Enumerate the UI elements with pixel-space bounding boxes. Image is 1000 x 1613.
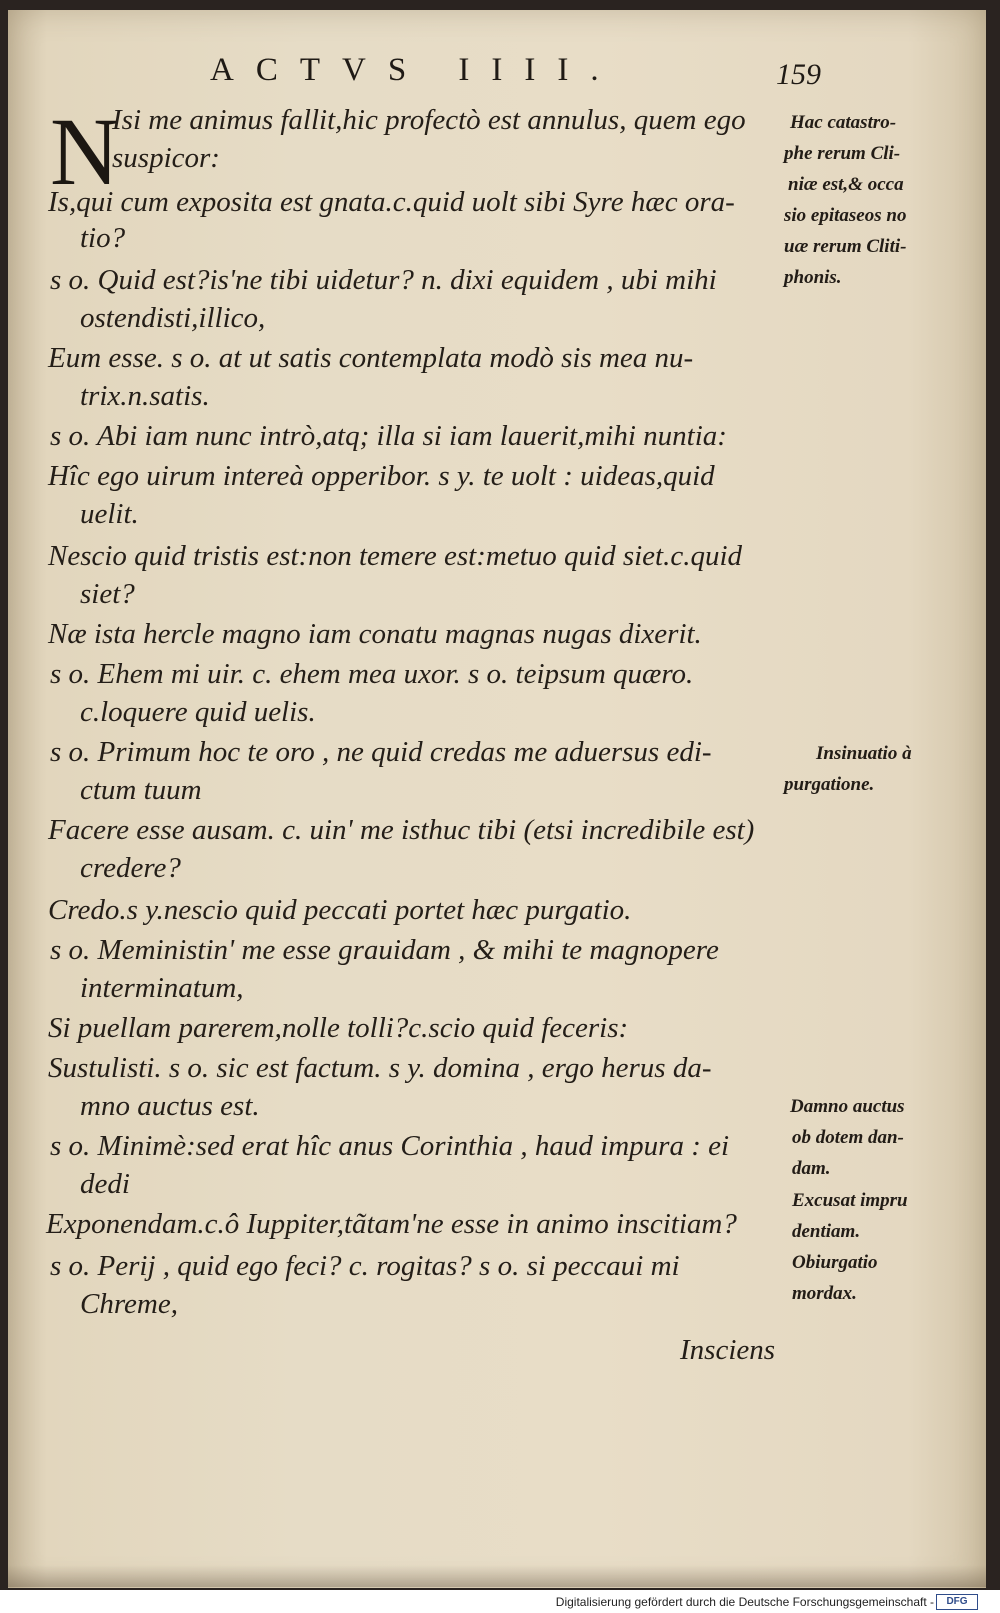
margin-note: ob dotem dan- bbox=[792, 1127, 904, 1148]
text-line: Næ ista hercle magno iam conatu magnas nugas dixerit. bbox=[48, 618, 702, 650]
margin-note: Insinuatio à bbox=[816, 743, 912, 764]
text-line: ostendisti,illico, bbox=[80, 302, 266, 334]
text-line: Sustulisti. s o. sic est factum. s y. domina , ergo herus da- bbox=[48, 1052, 712, 1084]
margin-note: dentiam. bbox=[792, 1221, 861, 1242]
text-line: Chreme, bbox=[80, 1288, 178, 1320]
margin-note: mordax. bbox=[792, 1283, 857, 1304]
margin-note: Damno auctus bbox=[790, 1096, 905, 1117]
funding-credit: Digitalisierung gefördert durch die Deutsche Forschungsgemeinschaft - bbox=[555, 1595, 934, 1609]
text-line: Exponendam.c.ô Iuppiter,tãtam'ne esse in animo inscitiam? bbox=[46, 1208, 737, 1240]
footer-bar bbox=[0, 1590, 1000, 1613]
text-line: s o. Primum hoc te oro , ne quid credas me aduersus edi- bbox=[50, 736, 712, 768]
text-line: ctum tuum bbox=[80, 774, 202, 806]
text-line: Hîc ego uirum intereà opperibor. s y. te uolt : uideas,quid bbox=[48, 460, 715, 492]
text-line: s o. Quid est?is'ne tibi uidetur? n. dixi equidem , ubi mihi bbox=[50, 264, 717, 296]
text-line: Isi me animus fallit,hic profectò est annulus, quem ego bbox=[112, 104, 746, 136]
text-line: Is,qui cum exposita est gnata.c.quid uolt sibi Syre hæc ora- bbox=[48, 186, 735, 218]
text-line: Facere esse ausam. c. uin' me isthuc tibi (etsi incredibile est) bbox=[48, 814, 755, 846]
page-number: 159 bbox=[776, 58, 821, 91]
text-line: suspicor: bbox=[112, 142, 220, 174]
text-line: tio? bbox=[80, 222, 126, 254]
text-line: c.loquere quid uelis. bbox=[80, 696, 316, 728]
text-line: Nescio quid tristis est:non temere est:metuo quid siet.c.quid bbox=[48, 540, 743, 572]
text-line: Eum esse. s o. at ut satis contemplata modò sis mea nu- bbox=[48, 342, 694, 374]
margin-note: sio epitaseos no bbox=[784, 205, 907, 226]
dfg-logo[interactable]: DFG bbox=[936, 1594, 978, 1610]
text-line: s o. Ehem mi uir. c. ehem mea uxor. s o. teipsum quæro. bbox=[50, 658, 694, 690]
text-line: trix.n.satis. bbox=[80, 380, 210, 412]
page-shadow bbox=[8, 1565, 986, 1587]
text-line: s o. Meministin' me esse grauidam , & mihi te magnopere bbox=[50, 934, 719, 966]
margin-note: Obiurgatio bbox=[792, 1252, 878, 1273]
text-line: interminatum, bbox=[80, 972, 244, 1004]
margin-note: Excusat impru bbox=[792, 1190, 908, 1211]
margin-note: phe rerum Cli- bbox=[784, 143, 901, 164]
drop-cap: N bbox=[50, 98, 120, 205]
text-line: Si puellam parerem,nolle tolli?c.scio quid feceris: bbox=[48, 1012, 629, 1044]
margin-note: purgatione. bbox=[784, 774, 875, 795]
text-line: credere? bbox=[80, 852, 181, 884]
margin-note: Hac catastro- bbox=[790, 112, 897, 133]
text-line: Credo.s y.nescio quid peccati portet hæc purgatio. bbox=[48, 894, 632, 926]
margin-note: dam. bbox=[792, 1158, 831, 1179]
catchword: Insciens bbox=[680, 1334, 776, 1366]
running-head: ACTVS IIII. bbox=[210, 52, 621, 88]
text-line: s o. Abi iam nunc intrò,atq; illa si iam lauerit,mihi nuntia: bbox=[50, 420, 727, 452]
text-line: s o. Minimè:sed erat hîc anus Corinthia , haud impura : ei bbox=[50, 1130, 730, 1162]
text-line: uelit. bbox=[80, 498, 139, 530]
margin-note: phonis. bbox=[784, 267, 842, 288]
margin-note: uæ rerum Cliti- bbox=[784, 236, 907, 257]
text-line: dedi bbox=[80, 1168, 130, 1200]
margin-note: niæ est,& occa bbox=[788, 174, 904, 195]
text-line: siet? bbox=[80, 578, 135, 610]
text-line: mno auctus est. bbox=[80, 1090, 260, 1122]
text-line: s o. Perij , quid ego feci? c. rogitas? s o. si peccaui mi bbox=[50, 1250, 680, 1282]
